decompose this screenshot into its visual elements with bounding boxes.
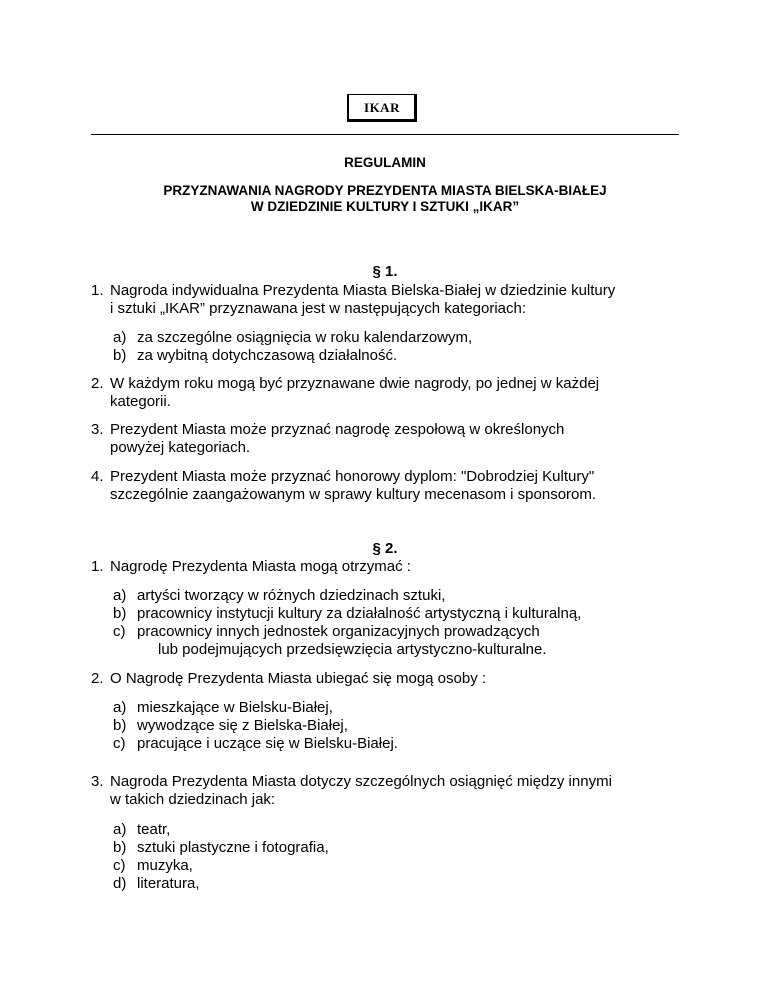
s2-p1-item-b-text: pracownicy instytucji kultury za działalność artystyczną i kulturalną,: [137, 605, 582, 622]
s2-p3-line-1: Nagroda Prezydenta Miasta dotyczy szczególnych osiągnięć między innymi: [110, 773, 612, 790]
s1-p3-line-1: Prezydent Miasta może przyznać nagrodę zespołową w określonych: [110, 421, 565, 438]
section-2-heading: § 2.: [372, 540, 398, 557]
s2-p2-number: 2.: [91, 670, 104, 687]
s1-p3-line-2: powyżej kategoriach.: [110, 439, 251, 456]
s2-p3-item-d-marker: d): [113, 875, 127, 892]
s2-p1-item-c-text-2: lub podejmujących przedsięwzięcia artystyczno-kulturalne.: [158, 641, 547, 658]
s2-p2-line-1: O Nagrodę Prezydenta Miasta ubiegać się mogą osoby :: [110, 670, 487, 687]
document-subtitle-line-1: PRZYZNAWANIA NAGRODY PREZYDENTA MIASTA BIELSKA-BIAŁEJ: [163, 183, 607, 198]
s2-p3-item-b-text: sztuki plastyczne i fotografia,: [137, 839, 329, 856]
s2-p3-item-d-text: literatura,: [137, 875, 200, 892]
s2-p3-item-c-marker: c): [113, 857, 126, 874]
s1-p4-line-1: Prezydent Miasta może przyznać honorowy dyplom: "Dobrodziej Kultury": [110, 468, 595, 485]
s2-p2-item-a-text: mieszkające w Bielsku-Białej,: [137, 699, 333, 716]
document-title: REGULAMIN: [344, 155, 426, 170]
s1-p1-item-b-marker: b): [113, 347, 127, 364]
s2-p1-number: 1.: [91, 558, 104, 575]
s1-p3-number: 3.: [91, 421, 104, 438]
s2-p2-item-b-text: wywodzące się z Bielska-Białej,: [137, 717, 348, 734]
section-1-heading: § 1.: [372, 263, 398, 280]
document-subtitle-line-2: W DZIEDZINIE KULTURY I SZTUKI „IKAR”: [250, 199, 520, 214]
s2-p2-item-a-marker: a): [113, 699, 127, 716]
s2-p3-item-c-text: muzyka,: [137, 857, 193, 874]
s2-p3-item-b-marker: b): [113, 839, 127, 856]
s1-p2-number: 2.: [91, 375, 104, 392]
s2-p1-item-a-marker: a): [113, 587, 127, 604]
s2-p2-item-c-text: pracujące i uczące się w Bielsku-Białej.: [137, 735, 398, 752]
s2-p3-number: 3.: [91, 773, 104, 790]
s1-p1-item-b-text: za wybitną dotychczasową działalność.: [137, 347, 398, 364]
s1-p1-item-a-marker: a): [113, 329, 127, 346]
ikar-logo: [347, 94, 419, 124]
s2-p1-item-c-marker: c): [113, 623, 126, 640]
s1-p1-line-2: i sztuki „IKAR” przyznawana jest w następujących kategoriach:: [110, 300, 527, 317]
s1-p2-line-2: kategorii.: [110, 393, 171, 410]
s1-p1-item-a-text: za szczególne osiągnięcia w roku kalendarzowym,: [137, 329, 473, 346]
s1-p2-line-1: W każdym roku mogą być przyznawane dwie nagrody, po jednej w każdej: [110, 375, 600, 392]
s1-p1-number: 1.: [91, 282, 104, 299]
s2-p3-item-a-marker: a): [113, 821, 127, 838]
s1-p4-number: 4.: [91, 468, 104, 485]
s2-p1-item-a-text: artyści tworzący w różnych dziedzinach sztuki,: [137, 587, 446, 604]
s2-p1-item-c-text: pracownicy innych jednostek organizacyjnych prowadzących: [137, 623, 540, 640]
s2-p2-item-b-marker: b): [113, 717, 127, 734]
s2-p3-line-2: w takich dziedzinach jak:: [110, 791, 276, 808]
s1-p1-line-1: Nagroda indywidualna Prezydenta Miasta Bielska-Białej w dziedzinie kultury: [110, 282, 616, 299]
s2-p1-line-1: Nagrodę Prezydenta Miasta mogą otrzymać :: [110, 558, 411, 575]
s2-p3-item-a-text: teatr,: [137, 821, 171, 838]
header-divider: [91, 134, 679, 135]
logo-text: IKAR: [364, 100, 400, 115]
s2-p1-item-b-marker: b): [113, 605, 127, 622]
s2-p2-item-c-marker: c): [113, 735, 126, 752]
s1-p4-line-2: szczególnie zaangażowanym w sprawy kultury mecenasom i sponsorom.: [110, 486, 597, 503]
